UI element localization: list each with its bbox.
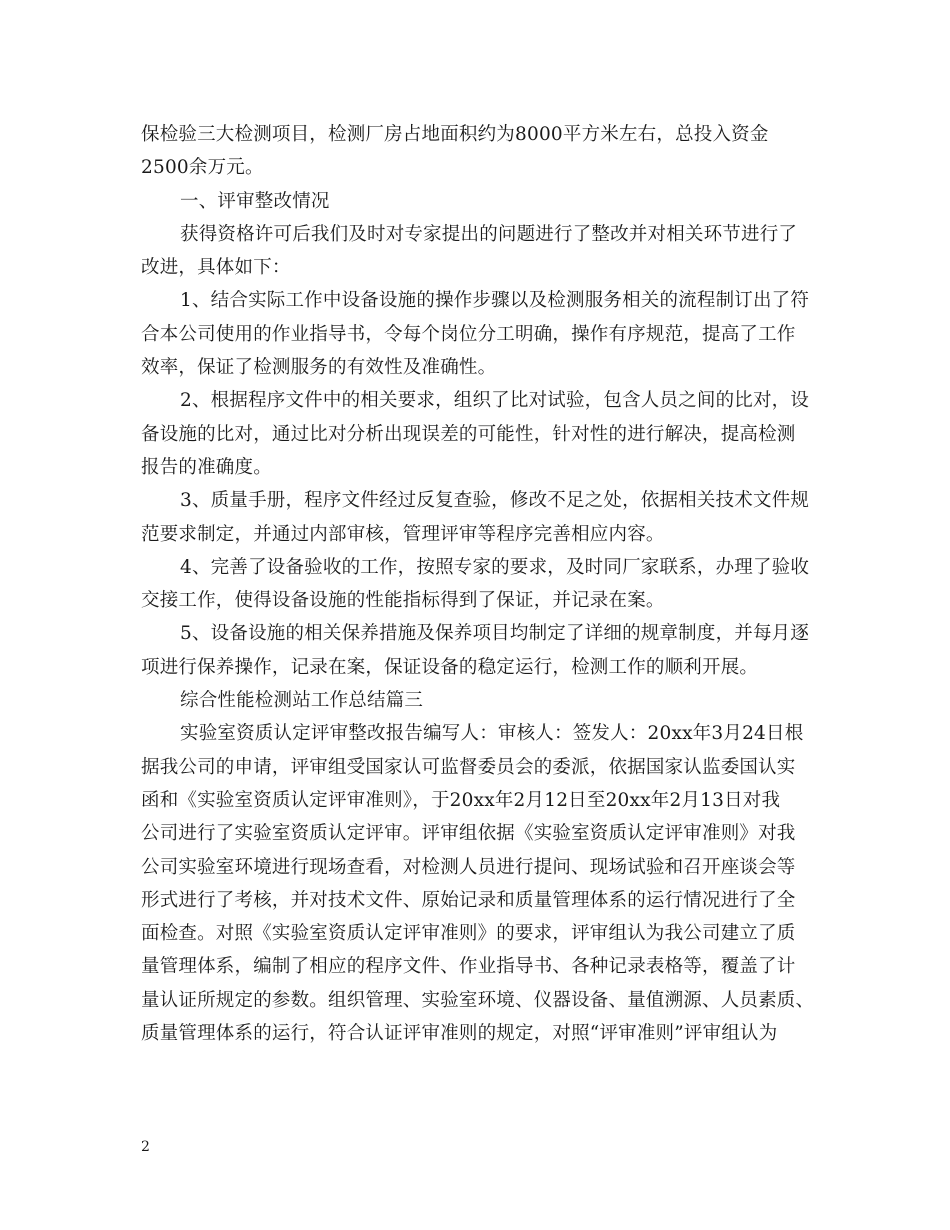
text-line: 公司实验室环境进行现场查看，对检测人员进行提问、现场试验和召开座谈会等 (141, 856, 796, 878)
text-line: 一、评审整改情况 (180, 190, 330, 212)
text-line: 交接工作，使得设备设施的性能指标得到了保证，并记录在案。 (141, 590, 665, 612)
text-line: 2、根据程序文件中的相关要求，组织了比对试验，包含人员之间的比对，设 (180, 390, 810, 412)
text-line: 据我公司的申请，评审组受国家认可监督委员会的委派，依据国家认监委国认实 (141, 756, 796, 778)
text-line: 量管理体系，编制了相应的程序文件、作业指导书、各种记录表格等，覆盖了计 (141, 956, 796, 978)
text-line: 范要求制定，并通过内部审核，管理评审等程序完善相应内容。 (141, 523, 665, 545)
text-line: 函和《实验室资质认定评审准则》，于20xx年2月12日至20xx年2月13日对我 (141, 789, 781, 811)
text-line: 面检查。对照《实验室资质认定评审准则》的要求，评审组认为我公司建立了质 (141, 923, 796, 945)
text-line: 量认证所规定的参数。组织管理、实验室环境、仪器设备、量值溯源、人员素质、 (141, 989, 815, 1011)
text-line: 报告的准确度。 (141, 456, 272, 478)
text-line: 2500余万元。 (141, 157, 264, 179)
text-line: 项进行保养操作，记录在案，保证设备的稳定运行，检测工作的顺利开展。 (141, 656, 759, 678)
text-line: 形式进行了考核，并对技术文件、原始记录和质量管理体系的运行情况进行了全 (141, 889, 796, 911)
text-line: 1、结合实际工作中设备设施的操作步骤以及检测服务相关的流程制订出了符 (180, 290, 810, 312)
text-line: 备设施的比对，通过比对分析出现误差的可能性，针对性的进行解决，提高检测 (141, 423, 796, 445)
text-line: 综合性能检测站工作总结篇三 (180, 690, 424, 712)
text-line: 实验室资质认定评审整改报告编写人：审核人：签发人：20xx年3月24日根 (180, 723, 804, 745)
text-line: 3、质量手册，程序文件经过反复查验，修改不足之处，依据相关技术文件规 (180, 490, 810, 512)
text-line: 公司进行了实验室资质认定评审。评审组依据《实验室资质认定评审准则》对我 (141, 823, 796, 845)
document-body (141, 118, 815, 1050)
text-line: 质量管理体系的运行，符合认证评审准则的规定，对照“评审准则”评审组认为 (141, 1023, 778, 1045)
page-number: 2 (141, 1139, 150, 1155)
text-line: 5、设备设施的相关保养措施及保养项目均制定了详细的规章制度，并每月逐 (180, 623, 810, 645)
text-line: 合本公司使用的作业指导书，令每个岗位分工明确，操作有序规范，提高了工作 (141, 323, 796, 345)
text-line: 效率，保证了检测服务的有效性及准确性。 (141, 357, 497, 379)
text-line: 改进，具体如下： (141, 257, 291, 279)
text-line: 4、完善了设备验收的工作，按照专家的要求，及时同厂家联系，办理了验收 (180, 556, 810, 578)
text-line: 获得资格许可后我们及时对专家提出的问题进行了整改并对相关环节进行了 (180, 223, 798, 245)
text-line: 保检验三大检测项目，检测厂房占地面积约为8000平方米左右，总投入资金 (141, 124, 769, 145)
